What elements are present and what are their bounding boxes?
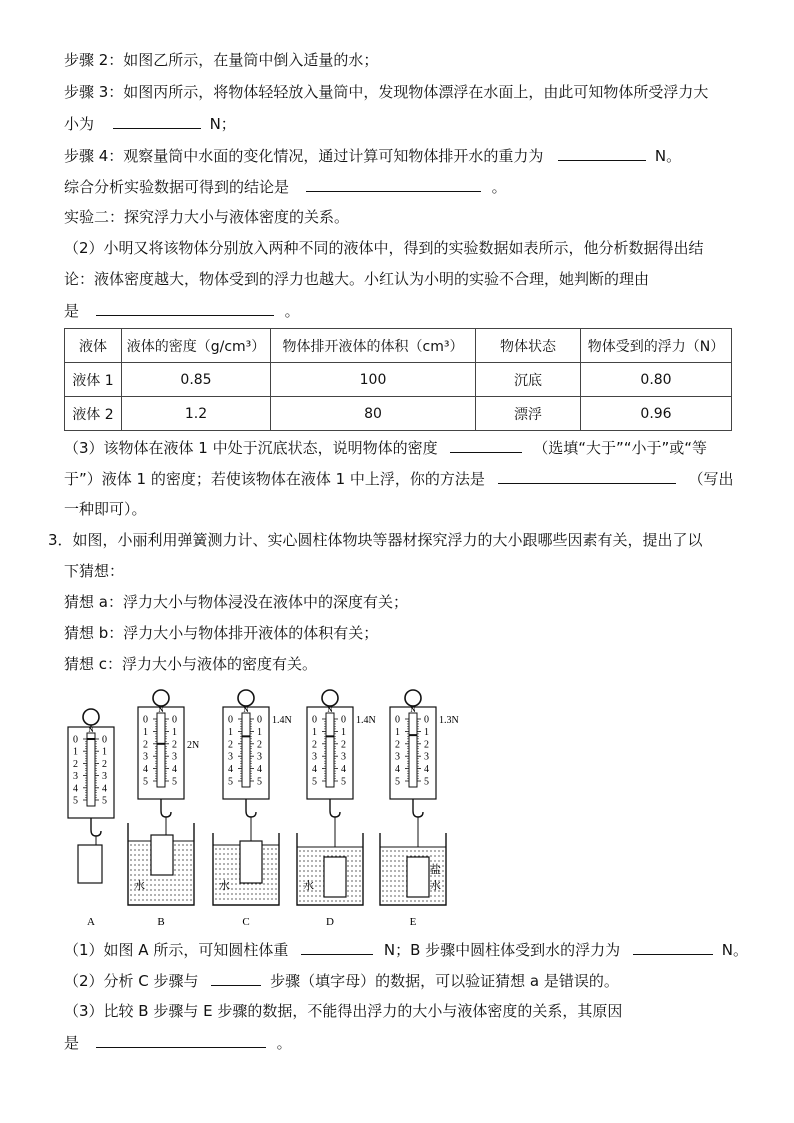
scale-unit-label: N: [410, 706, 416, 714]
text-segment: 步骤 4：观察量筒中水面的变化情况，通过计算可知物体排开水的重力为: [64, 147, 544, 165]
scale-number: 0: [424, 714, 429, 726]
scale-number: 5: [341, 776, 346, 788]
scale-hook-icon: [246, 811, 256, 817]
text-problem3: 3．如图，小丽利用弹簧测力计、实心圆柱体物块等器材探究浮力的大小跟哪些因素有关，提出了以: [48, 531, 703, 549]
scale-number: 2: [143, 739, 148, 751]
scale-ring-icon: [238, 690, 254, 706]
scale-number: 2: [228, 739, 233, 751]
cylinder-block: [78, 845, 102, 883]
scale-ring-icon: [83, 709, 99, 725]
table-cell: 液体 1: [65, 363, 122, 397]
answer-blank[interactable]: [498, 468, 676, 484]
scale-number: 3: [172, 751, 177, 763]
liquid-label: 水: [303, 879, 314, 892]
scale-number: 5: [102, 795, 107, 807]
scale-number: 4: [73, 783, 78, 795]
scale-number: 5: [228, 776, 233, 788]
scale-number: 0: [312, 714, 317, 726]
scale-number: 4: [424, 764, 429, 776]
table-row: [65, 363, 732, 397]
text-guess-b: 猜想 b：浮力大小与物体排开液体的体积有关；: [64, 624, 379, 642]
table-header-row: [65, 329, 732, 363]
text-segment: （3）该物体在液体 1 中处于沉底状态，说明物体的密度: [64, 439, 438, 457]
scale-tube: [87, 733, 95, 806]
data-table: [64, 328, 732, 431]
cylinder-block: [407, 857, 429, 897]
scale-number: 4: [341, 764, 346, 776]
scale-number: 5: [257, 776, 262, 788]
scale-number: 4: [102, 783, 107, 795]
scale-number: 1: [102, 746, 107, 758]
scale-number: 1: [228, 726, 233, 738]
cylinder-block: [324, 857, 346, 897]
answer-blank[interactable]: [301, 939, 373, 955]
answer-blank[interactable]: [306, 176, 481, 192]
scale-ring-icon: [153, 690, 169, 706]
scale-number: 3: [143, 751, 148, 763]
scale-number: 2: [73, 758, 78, 770]
scale-number: 0: [341, 714, 346, 726]
scale-reading-label: 1.3N: [439, 715, 459, 726]
scale-tube: [157, 713, 165, 787]
panel-label: E: [409, 916, 417, 928]
scale-number: 4: [257, 764, 262, 776]
scale-number: 3: [257, 751, 262, 763]
text-q2-answer: [64, 300, 300, 321]
scale-hook-icon: [330, 811, 340, 817]
text-q2: （2）小明又将该物体分别放入两种不同的液体中，得到的实验数据如表所示，他分析数据得出结: [64, 239, 704, 257]
scale-number: 2: [172, 739, 177, 751]
scale-number: 5: [143, 776, 148, 788]
text-q3-end: 一种即可）。: [64, 500, 147, 518]
table-header-cell: 液体: [65, 329, 122, 363]
table-cell: 100: [271, 363, 476, 397]
scale-reading-label: 1.4N: [272, 715, 292, 726]
scale-unit-label: N: [327, 706, 333, 714]
scale-number: 0: [102, 734, 107, 746]
text-segment: N；: [209, 115, 236, 133]
text-guess-c: 猜想 c：浮力大小与液体的密度有关。: [64, 655, 318, 673]
text-segment: N。: [721, 941, 748, 959]
text-segment: （写出: [688, 470, 734, 488]
scale-tube: [409, 713, 417, 787]
text-p3-q1: [64, 939, 748, 960]
text-segment: 。: [491, 178, 507, 196]
scale-number: 3: [312, 751, 317, 763]
answer-blank[interactable]: [96, 1032, 266, 1048]
scale-number: 0: [143, 714, 148, 726]
table-header-cell: 液体的密度（g/cm³）: [122, 329, 271, 363]
text-p3-q3: （3）比较 B 步骤与 E 步骤的数据，不能得出浮力的大小与液体密度的关系，其原因: [64, 1002, 623, 1020]
scale-number: 2: [341, 739, 346, 751]
panel-label: D: [326, 916, 334, 928]
scale-number: 2: [424, 739, 429, 751]
scale-unit-label: N: [243, 706, 249, 714]
panel-label: C: [242, 916, 250, 928]
liquid-label: 盐: [430, 863, 441, 876]
scale-number: 4: [228, 764, 233, 776]
table-header-cell: 物体排开液体的体积（cm³）: [271, 329, 476, 363]
text-segment: 小为: [64, 115, 95, 133]
scale-number: 3: [102, 771, 107, 783]
scale-number: 4: [312, 764, 317, 776]
scale-number: 1: [312, 726, 317, 738]
text-experiment2: 实验二：探究浮力大小与液体密度的关系。: [64, 208, 350, 226]
scale-hook-icon: [161, 811, 171, 817]
table-row: [65, 397, 732, 431]
table-cell: 0.85: [122, 363, 271, 397]
answer-blank[interactable]: [633, 939, 713, 955]
scale-ring-icon: [322, 690, 338, 706]
table-cell: 1.2: [122, 397, 271, 431]
scale-number: 1: [172, 726, 177, 738]
text-segment: （1）如图 A 所示，可知圆柱体重: [64, 941, 289, 959]
scale-reading-label: 2N: [187, 739, 200, 751]
scale-number: 1: [395, 726, 400, 738]
text-p3-q2: [64, 970, 619, 991]
scale-number: 1: [341, 726, 346, 738]
table-cell: 液体 2: [65, 397, 122, 431]
text-segment: 步骤（填字母）的数据，可以验证猜想 a 是错误的。: [270, 972, 619, 990]
scale-number: 3: [395, 751, 400, 763]
text-segment: 是: [64, 1034, 80, 1052]
scale-number: 1: [257, 726, 262, 738]
table-cell: 80: [271, 397, 476, 431]
scale-number: 2: [257, 739, 262, 751]
text-q3: [64, 437, 707, 458]
scale-number: 4: [172, 764, 177, 776]
scale-number: 5: [312, 776, 317, 788]
text-conclusion: [64, 176, 507, 197]
scale-number: 5: [424, 776, 429, 788]
scale-number: 0: [73, 734, 78, 746]
scale-unit-label: N: [158, 706, 164, 714]
scale-number: 5: [172, 776, 177, 788]
scale-ring-icon: [405, 690, 421, 706]
text-segment: N；B 步骤中圆柱体受到水的浮力为: [383, 941, 621, 959]
scale-number: 2: [312, 739, 317, 751]
scale-number: 3: [424, 751, 429, 763]
cylinder-block: [240, 841, 262, 883]
text-q3-cont: [64, 468, 734, 489]
scale-number: 1: [143, 726, 148, 738]
text-segment: （选填“大于”“小于”或“等: [533, 439, 708, 457]
text-segment: N。: [654, 147, 682, 165]
liquid-label: 水: [219, 879, 230, 892]
answer-blank[interactable]: [96, 300, 274, 316]
scale-number: 3: [341, 751, 346, 763]
panel-label: A: [87, 916, 95, 928]
scale-number: 3: [228, 751, 233, 763]
text-segment: 是: [64, 302, 80, 320]
answer-blank[interactable]: [450, 437, 522, 453]
answer-blank[interactable]: [113, 113, 201, 129]
text-guess-a: 猜想 a：浮力大小与物体浸没在液体中的深度有关；: [64, 593, 408, 611]
scale-number: 0: [395, 714, 400, 726]
text-step2: 步骤 2：如图乙所示，在量筒中倒入适量的水；: [64, 51, 379, 69]
answer-blank[interactable]: [211, 970, 261, 986]
table-header-cell: 物体受到的浮力（N）: [581, 329, 732, 363]
text-step3: 步骤 3：如图丙所示，将物体轻轻放入量筒中，发现物体漂浮在水面上，由此可知物体所受浮力大: [64, 83, 709, 101]
scale-number: 0: [172, 714, 177, 726]
table-header-cell: 物体状态: [476, 329, 581, 363]
text-segment: 综合分析实验数据可得到的结论是: [64, 178, 290, 196]
scale-number: 3: [73, 771, 78, 783]
scale-tube: [326, 713, 334, 787]
scale-number: 1: [73, 746, 78, 758]
liquid-label: 水: [430, 879, 441, 892]
scale-number: 5: [73, 795, 78, 807]
text-problem3-cont: 下猜想：: [64, 562, 125, 580]
scale-number: 2: [102, 758, 107, 770]
scale-number: 4: [143, 764, 148, 776]
table-cell: 沉底: [476, 363, 581, 397]
table-cell: 漂浮: [476, 397, 581, 431]
panel-label: B: [157, 916, 165, 928]
text-segment: 。: [284, 302, 300, 320]
scale-reading-label: 1.4N: [356, 715, 376, 726]
scale-number: 0: [257, 714, 262, 726]
answer-blank[interactable]: [558, 145, 646, 161]
scale-number: 0: [228, 714, 233, 726]
text-p3-q3-cont: [64, 1032, 292, 1053]
scale-number: 1: [424, 726, 429, 738]
text-segment: 于”）液体 1 的密度；若使该物体在液体 1 中上浮，你的方法是: [64, 470, 485, 488]
scale-number: 4: [395, 764, 400, 776]
scale-number: 2: [395, 739, 400, 751]
text-step3-cont: [64, 113, 236, 134]
table-cell: 0.96: [581, 397, 732, 431]
liquid-label: 水: [134, 879, 145, 892]
scale-number: 5: [395, 776, 400, 788]
scale-hook-icon: [413, 811, 423, 817]
cylinder-block: [151, 835, 173, 875]
text-segment: （2）分析 C 步骤与: [64, 972, 199, 990]
spring-scale-figure: [58, 683, 478, 933]
scale-hook-icon: [91, 830, 101, 836]
text-step4: [64, 145, 681, 166]
text-q2-cont: 论：液体密度越大，物体受到的浮力也越大。小红认为小明的实验不合理，她判断的理由: [64, 270, 650, 288]
text-segment: 。: [276, 1034, 292, 1052]
scale-tube: [242, 713, 250, 787]
scale-unit-label: N: [88, 726, 94, 734]
table-cell: 0.80: [581, 363, 732, 397]
